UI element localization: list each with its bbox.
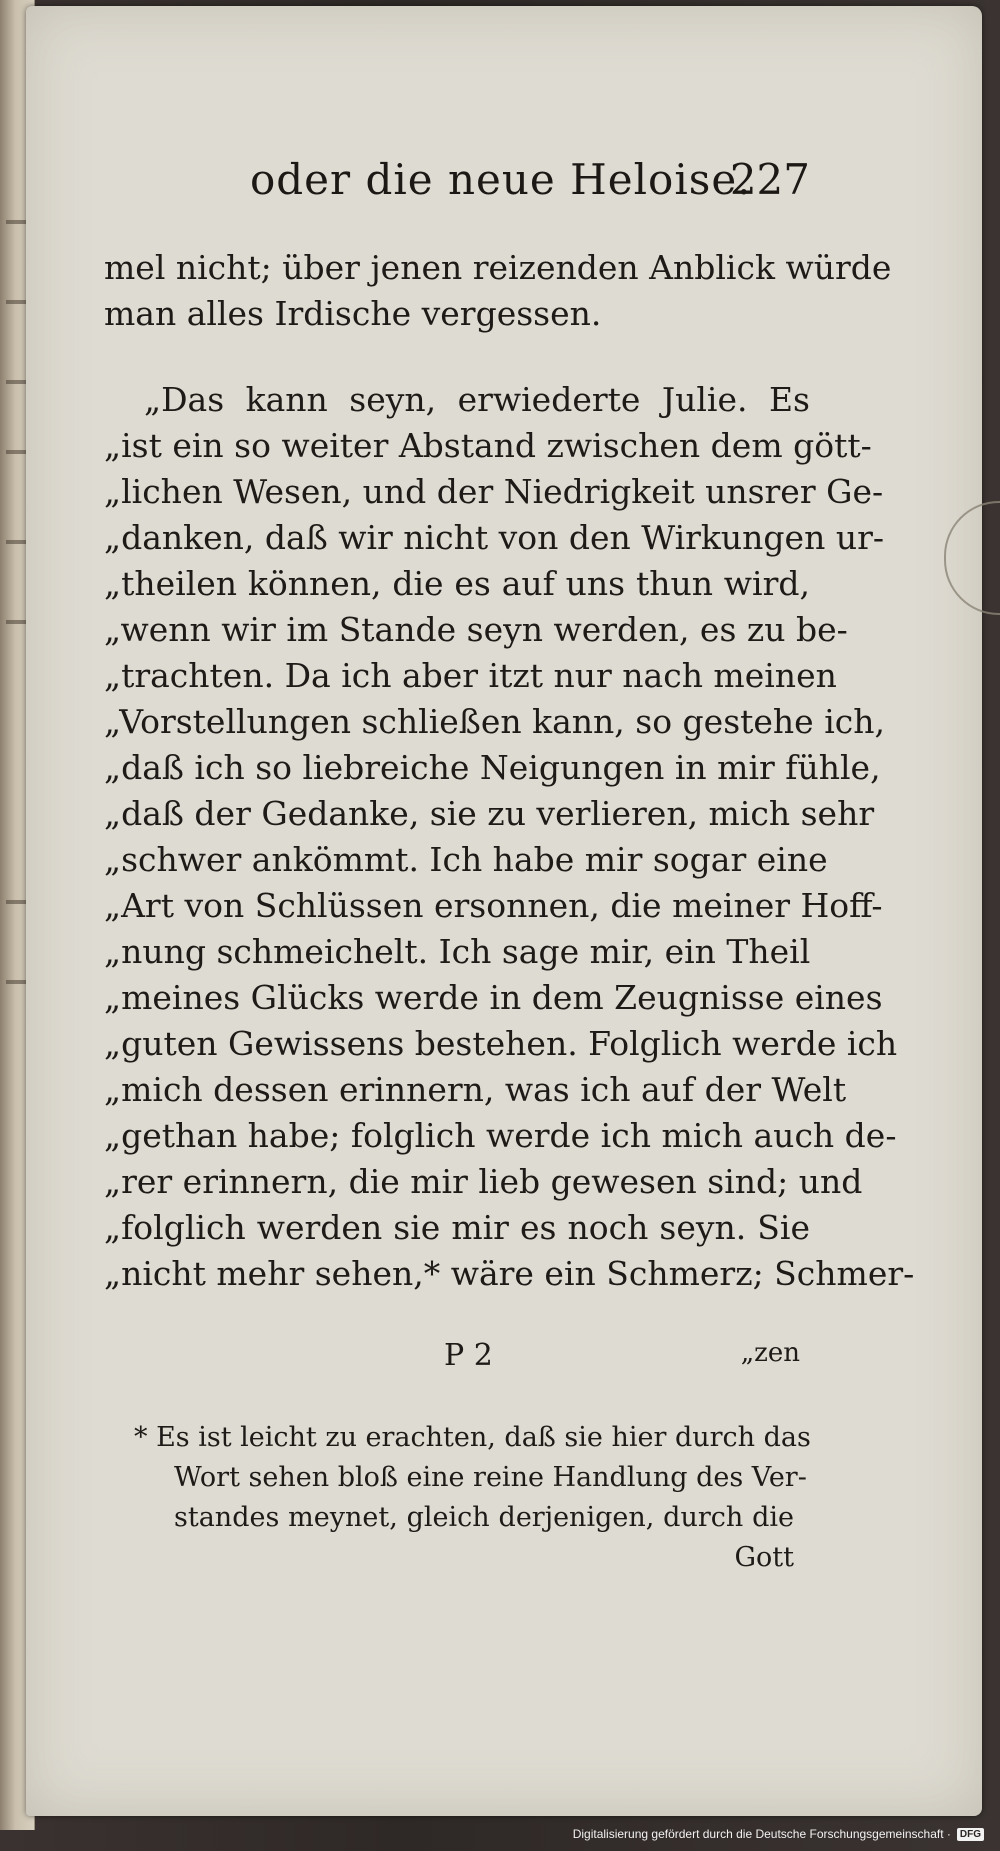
dfg-logo: DFG [957,1828,984,1841]
text-line: „rer erinnern, die mir lieb gewesen sind; und [104,1162,863,1201]
text-line: „nung schmeichelt. Ich sage mir, ein Theil [104,932,811,971]
text-line: „wenn wir im Stande seyn werden, es zu be- [104,610,848,649]
text-line: „guten Gewissens bestehen. Folglich werde ich [104,1024,898,1063]
signature-mark: P 2 [444,1338,493,1373]
text-line: „nicht mehr sehen,* wäre ein Schmerz; Schmer- [104,1254,915,1293]
text-line: „daß ich so liebreiche Neigungen in mir fühle, [104,748,881,787]
text-line: „daß der Gedanke, sie zu verlieren, mich sehr [104,794,875,833]
body-text [104,245,915,1297]
text-line: „Art von Schlüssen ersonnen, die meiner Hoff- [104,886,883,925]
text-line: „meines Glücks werde in dem Zeugnisse eines [104,978,883,1017]
footnote-line: Gott [734,1542,794,1573]
text-line: „gethan habe; folglich werde ich mich auch de- [104,1116,897,1155]
text-line: „schwer ankömmt. Ich habe mir sogar eine [104,840,828,879]
page-fold-mark [944,501,1000,615]
footnote-line: Wort sehen bloß eine reine Handlung des Ver- [174,1462,807,1493]
footnote-line: standes meynet, gleich derjenigen, durch die [174,1502,794,1533]
page-header [250,155,810,215]
running-title: oder die neue Heloise. [250,155,752,204]
text-line: „lichen Wesen, und der Niedrigkeit unsrer Ge- [104,472,884,511]
text-line: „Das kann seyn, erwiederte Julie. Es [144,380,810,419]
text-line: man alles Irdische vergessen. [104,294,602,333]
text-line: „danken, daß wir nicht von den Wirkungen ur- [104,518,884,557]
text-line: „trachten. Da ich aber itzt nur nach meinen [104,656,837,695]
text-line: „mich dessen erinnern, was ich auf der Welt [104,1070,847,1109]
footnote-line: * Es ist leicht zu erachten, daß sie hier durch das [134,1422,811,1453]
digitization-credit [573,1823,984,1845]
page-number: 227 [729,155,810,204]
text-line: „ist ein so weiter Abstand zwischen dem gött- [104,426,872,465]
text-line: „Vorstellungen schließen kann, so gestehe ich, [104,702,885,741]
text-line: „folglich werden sie mir es noch seyn. Sie [104,1208,810,1247]
credit-text: Digitalisierung gefördert durch die Deutsche Forschungsgemeinschaft · [572,1827,951,1841]
catchword: „zen [740,1338,800,1368]
page-footer [104,1338,810,1382]
text-line: mel nicht; über jenen reizenden Anblick würde [104,248,892,287]
text-line: „theilen können, die es auf uns thun wird, [104,564,810,603]
footnote [134,1418,811,1578]
